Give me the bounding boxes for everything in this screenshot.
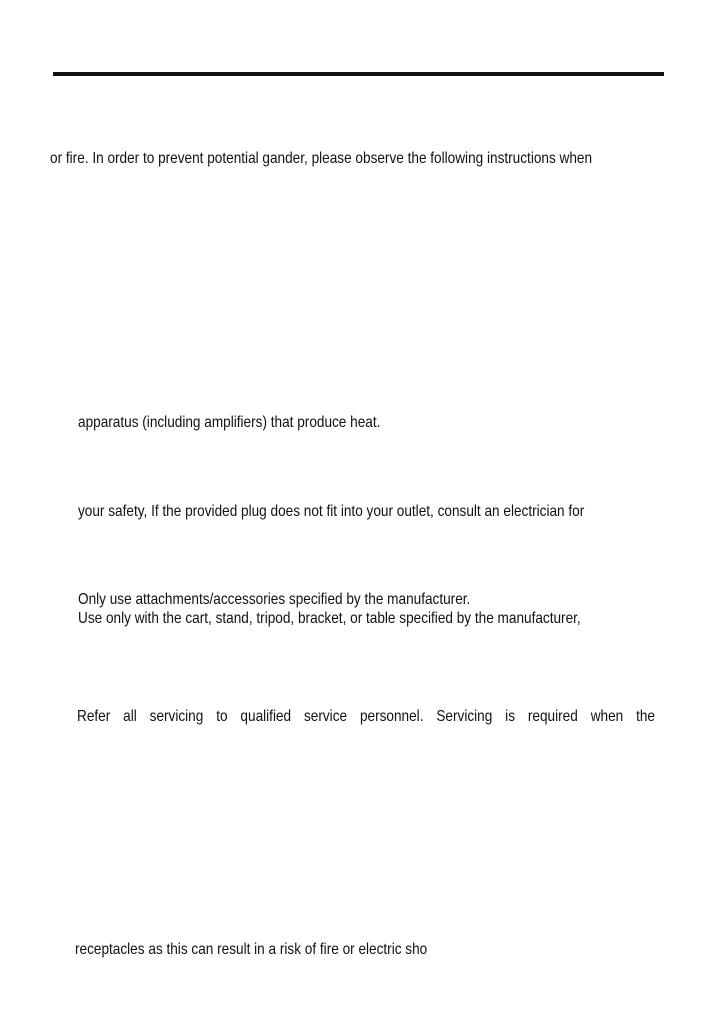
text-line-7: receptacles as this can result in a risk of fire or electric sho <box>75 941 428 958</box>
text-line-6: Refer all servicing to qualified service personnel. Servicing is required when the <box>77 708 655 725</box>
text-line-5: Use only with the cart, stand, tripod, bracket, or table specified by the manufacturer, <box>78 610 581 627</box>
header-rule <box>53 72 664 76</box>
text-line-1: or fire. In order to prevent potential gander, please observe the following instructions when <box>50 150 593 167</box>
text-line-4: Only use attachments/accessories specified by the manufacturer. <box>78 591 471 608</box>
text-line-3: your safety, If the provided plug does not fit into your outlet, consult an electrician for <box>78 503 585 520</box>
text-line-2: apparatus (including amplifiers) that produce heat. <box>78 414 381 431</box>
